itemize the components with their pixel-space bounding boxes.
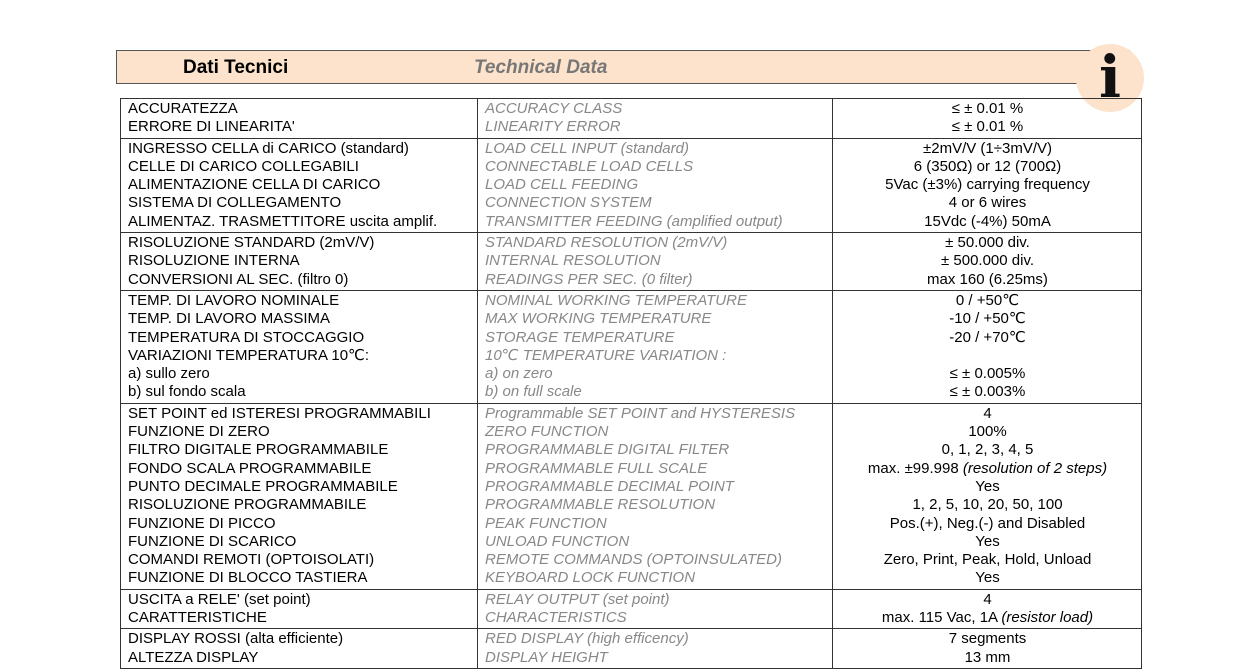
italian-label (128, 271, 471, 289)
text: MAX WORKING TEMPERATURE (485, 310, 712, 328)
text: CHARACTERISTICS (485, 609, 627, 627)
text: ZERO FUNCTION (485, 423, 609, 441)
english-label-cell (478, 589, 833, 629)
value-note: (resolution of 2 steps) (962, 459, 1108, 477)
value-cell (833, 403, 1142, 589)
value-cell (833, 589, 1142, 629)
text: CARATTERISTICHE (128, 609, 267, 627)
italian-label-cell (121, 290, 478, 403)
text: -10 / +50℃ (949, 310, 1026, 328)
english-label (485, 609, 826, 627)
text: ±2mV/V (1÷3mV/V) (923, 139, 1052, 157)
text: VARIAZIONI TEMPERATURA 10℃: (128, 346, 370, 364)
english-label-cell (478, 290, 833, 403)
italian-label (128, 329, 471, 347)
italian-label (128, 460, 471, 478)
text: TEMP. DI LAVORO MASSIMA (128, 310, 330, 328)
english-label (485, 496, 826, 514)
english-label (485, 533, 826, 551)
text: ACCURACY CLASS (485, 100, 623, 117)
italian-label (128, 496, 471, 514)
italian-label (128, 515, 471, 533)
spec-value (840, 310, 1135, 328)
text: ALIMENTAZIONE CELLA DI CARICO (128, 176, 381, 194)
text: PROGRAMMABLE RESOLUTION (485, 496, 716, 514)
italian-label (128, 591, 471, 609)
spec-value (840, 118, 1135, 136)
text: 15Vdc (-4%) 50mA (924, 212, 1051, 230)
text: READINGS PER SEC. (0 filter) (485, 270, 693, 288)
spec-group-row (121, 629, 1142, 669)
english-label-cell (478, 403, 833, 589)
text: NOMINAL WORKING TEMPERATURE (485, 291, 747, 309)
italian-label (128, 292, 471, 310)
english-label (485, 649, 826, 667)
text: FONDO SCALA PROGRAMMABILE (128, 459, 372, 477)
text: RELAY OUTPUT (set point) (485, 590, 670, 608)
text: 1, 2, 5, 10, 20, 50, 100 (912, 496, 1063, 514)
italian-label-cell (121, 233, 478, 291)
spec-value (840, 271, 1135, 289)
text: INGRESSO CELLA di CARICO (standard) (128, 139, 409, 157)
spec-group-row (121, 290, 1142, 403)
text: FUNZIONE DI BLOCCO TASTIERA (128, 569, 368, 587)
text: FUNZIONE DI SCARICO (128, 532, 297, 550)
spec-value (840, 441, 1135, 459)
text: Pos.(+), Neg.(-) and Disabled (889, 514, 1086, 532)
text: LOAD CELL FEEDING (485, 176, 639, 194)
text: RISOLUZIONE STANDARD (2mV/V) (128, 234, 375, 252)
text: SISTEMA DI COLLEGAMENTO (128, 194, 342, 212)
spec-value (840, 496, 1135, 514)
value-cell (833, 629, 1142, 669)
spec-value (840, 158, 1135, 176)
text: SET POINT ed ISTERESI PROGRAMMABILI (128, 404, 431, 422)
italian-label (128, 630, 471, 648)
text: Yes (975, 477, 1000, 495)
italian-label (128, 158, 471, 176)
text: PEAK FUNCTION (485, 514, 607, 532)
section-title-english: Technical Data (474, 57, 608, 78)
italian-label (128, 478, 471, 496)
spec-value (840, 515, 1135, 533)
spec-value (840, 176, 1135, 194)
english-label (485, 405, 826, 423)
text: ALTEZZA DISPLAY (128, 648, 259, 666)
spec-value (840, 533, 1135, 551)
italian-label-cell (121, 99, 478, 139)
italian-label (128, 234, 471, 252)
italian-label (128, 100, 471, 118)
text: CONNECTABLE LOAD CELLS (485, 157, 694, 175)
english-label-cell (478, 233, 833, 291)
text: max. ±99.998 (867, 459, 963, 477)
text: -20 / +70℃ (949, 328, 1026, 346)
text: CONVERSIONI AL SEC. (filtro 0) (128, 270, 349, 288)
english-label (485, 176, 826, 194)
english-label (485, 460, 826, 478)
english-label (485, 365, 826, 383)
text: RISOLUZIONE PROGRAMMABILE (128, 496, 367, 514)
value-cell (833, 138, 1142, 232)
italian-label-cell (121, 138, 478, 232)
text: ALIMENTAZ. TRASMETTITORE uscita amplif. (128, 212, 438, 230)
english-label (485, 234, 826, 252)
english-label-cell (478, 99, 833, 139)
english-label (485, 441, 826, 459)
text: max 160 (6.25ms) (927, 270, 1048, 288)
text: ≤ ± 0.003% (949, 383, 1026, 401)
italian-label-cell (121, 403, 478, 589)
text: FUNZIONE DI PICCO (128, 514, 276, 532)
spec-value (840, 649, 1135, 667)
text: 13 mm (964, 648, 1011, 666)
text: ACCURATEZZA (128, 100, 238, 117)
english-label (485, 213, 826, 231)
english-label (485, 478, 826, 496)
text: TEMPERATURA DI STOCCAGGIO (128, 328, 365, 346)
text: ≤ ± 0.01 % (951, 118, 1024, 136)
english-label (485, 100, 826, 118)
italian-label (128, 252, 471, 270)
value-cell (833, 233, 1142, 291)
spec-value (840, 405, 1135, 423)
english-label (485, 515, 826, 533)
spec-value (840, 478, 1135, 496)
text: ≤ ± 0.01 % (951, 100, 1024, 117)
text: TRANSMITTER FEEDING (amplified output) (485, 212, 783, 230)
english-label (485, 569, 826, 587)
text: ± 50.000 div. (945, 234, 1030, 252)
text: RED DISPLAY (high efficency) (485, 630, 689, 648)
text: REMOTE COMMANDS (OPTOINSULATED) (485, 551, 782, 569)
spec-group-row (121, 138, 1142, 232)
text: ≤ ± 0.005% (949, 365, 1026, 383)
spec-value (840, 213, 1135, 231)
text: 4 or 6 wires (948, 194, 1027, 212)
spec-value (840, 292, 1135, 310)
english-label-cell (478, 138, 833, 232)
english-label (485, 630, 826, 648)
value-cell (833, 290, 1142, 403)
italian-label (128, 569, 471, 587)
spec-value (840, 194, 1135, 212)
english-label (485, 383, 826, 401)
text: DISPLAY ROSSI (alta efficiente) (128, 630, 344, 648)
spec-value (840, 383, 1135, 401)
english-label (485, 551, 826, 569)
value-note: (resistor load) (1001, 609, 1094, 627)
text: LINEARITY ERROR (485, 118, 621, 136)
text: COMANDI REMOTI (OPTOISOLATI) (128, 551, 375, 569)
text: ERRORE DI LINEARITA' (128, 118, 295, 136)
spec-value (840, 347, 1135, 365)
text: KEYBOARD LOCK FUNCTION (485, 569, 696, 587)
italian-label (128, 118, 471, 136)
text: a) on zero (485, 365, 553, 383)
italian-label (128, 441, 471, 459)
text: FUNZIONE DI ZERO (128, 423, 270, 441)
italian-label (128, 194, 471, 212)
text: b) sul fondo scala (128, 383, 246, 401)
spec-value (840, 140, 1135, 158)
text: UNLOAD FUNCTION (485, 532, 630, 550)
text: b) on full scale (485, 383, 582, 401)
italian-label (128, 551, 471, 569)
italian-label (128, 533, 471, 551)
text: CONNECTION SYSTEM (485, 194, 652, 212)
italian-label (128, 176, 471, 194)
text: USCITA a RELE' (set point) (128, 590, 311, 608)
spec-value (840, 460, 1135, 478)
spec-value (840, 551, 1135, 569)
italian-label (128, 649, 471, 667)
english-label (485, 118, 826, 136)
english-label (485, 140, 826, 158)
english-label-cell (478, 629, 833, 669)
spec-value (840, 569, 1135, 587)
text: 0, 1, 2, 3, 4, 5 (941, 441, 1034, 459)
text: 5Vac (±3%) carrying frequency (885, 176, 1090, 194)
spec-value (840, 591, 1135, 609)
text: 4 (983, 404, 992, 422)
text: STANDARD RESOLUTION (2mV/V) (485, 234, 728, 252)
text: INTERNAL RESOLUTION (485, 252, 661, 270)
italian-label-cell (121, 589, 478, 629)
text: Programmable SET POINT and HYSTERESIS (485, 404, 796, 422)
spec-value (840, 100, 1135, 118)
text: TEMP. DI LAVORO NOMINALE (128, 291, 340, 309)
text: 0 / +50℃ (955, 291, 1020, 309)
header-bar (116, 50, 1130, 84)
value-cell (833, 99, 1142, 139)
text: 6 (350Ω) or 12 (700Ω) (913, 157, 1062, 175)
italian-label (128, 383, 471, 401)
text: 4 (983, 590, 992, 608)
spec-group-row (121, 589, 1142, 629)
italian-label (128, 405, 471, 423)
text: 7 segments (948, 630, 1027, 648)
spec-value (840, 234, 1135, 252)
spec-value (840, 423, 1135, 441)
english-label (485, 158, 826, 176)
text: 10℃ TEMPERATURE VARIATION : (485, 346, 727, 364)
text: Yes (975, 532, 1000, 550)
text: a) sullo zero (128, 365, 210, 383)
text: LOAD CELL INPUT (standard) (485, 139, 689, 157)
spec-value (840, 329, 1135, 347)
spec-group-row (121, 99, 1142, 139)
text: RISOLUZIONE INTERNA (128, 252, 300, 270)
english-label (485, 591, 826, 609)
info-icon-glyph: i (1098, 43, 1122, 111)
english-label (485, 271, 826, 289)
spec-value (840, 609, 1135, 627)
english-label (485, 194, 826, 212)
english-label (485, 329, 826, 347)
italian-label (128, 310, 471, 328)
text: PROGRAMMABLE DIGITAL FILTER (485, 441, 730, 459)
italian-label (128, 423, 471, 441)
text: STORAGE TEMPERATURE (485, 328, 675, 346)
text: PROGRAMMABLE DECIMAL POINT (485, 477, 734, 495)
spec-value (840, 252, 1135, 270)
italian-label (128, 140, 471, 158)
text: 100% (968, 423, 1007, 441)
italian-label (128, 609, 471, 627)
text: FILTRO DIGITALE PROGRAMMABILE (128, 441, 389, 459)
technical-data-table (120, 98, 1142, 669)
text: DISPLAY HEIGHT (485, 648, 608, 666)
italian-label-cell (121, 629, 478, 669)
italian-label (128, 213, 471, 231)
spec-value (840, 365, 1135, 383)
text: CELLE DI CARICO COLLEGABILI (128, 157, 359, 175)
text: ± 500.000 div. (940, 252, 1035, 270)
english-label (485, 423, 826, 441)
text: Zero, Print, Peak, Hold, Unload (883, 551, 1092, 569)
text: max. 115 Vac, 1A (881, 609, 1002, 627)
section-title-italian: Dati Tecnici (183, 57, 289, 78)
english-label (485, 347, 826, 365)
text: PUNTO DECIMALE PROGRAMMABILE (128, 477, 398, 495)
english-label (485, 310, 826, 328)
spec-value (840, 630, 1135, 648)
italian-label (128, 365, 471, 383)
italian-label (128, 347, 471, 365)
english-label (485, 292, 826, 310)
spec-group-row (121, 233, 1142, 291)
text: PROGRAMMABLE FULL SCALE (485, 459, 708, 477)
english-label (485, 252, 826, 270)
spec-group-row (121, 403, 1142, 589)
text: Yes (975, 569, 1000, 587)
